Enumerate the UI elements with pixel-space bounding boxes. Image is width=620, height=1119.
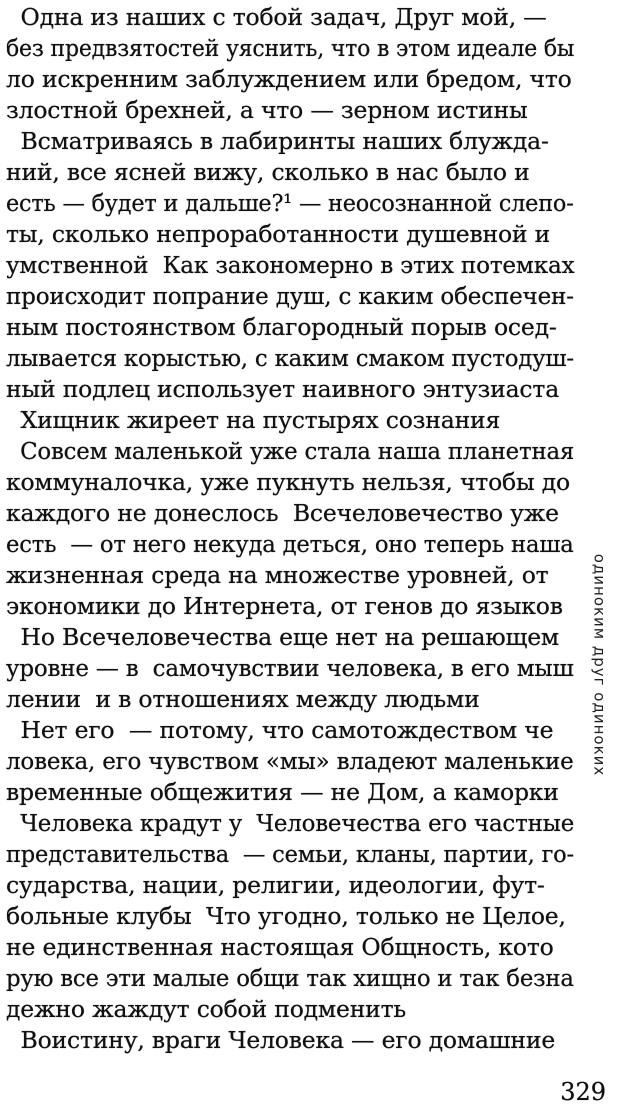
text-line: есть — от него некуда деться, оно теперь наша bbox=[6, 530, 574, 558]
text-line: Но Всечеловечества еще нет на решающем bbox=[6, 623, 559, 651]
text-line: происходит попрание душ, с каким обеспечен- bbox=[6, 282, 574, 310]
text-line: представительства — семьи, кланы, партии, го- bbox=[6, 840, 574, 868]
text-line: Всматриваясь в лабиринты наших блужда- bbox=[6, 127, 549, 155]
text-line: коммуналочка, уже пукнуть нельзя, чтобы до bbox=[6, 468, 570, 496]
text-line: ний, все ясней вижу, сколько в нас было и bbox=[6, 158, 530, 186]
text-line: лении и в отношениях между людьми bbox=[6, 685, 480, 713]
running-header bbox=[582, 540, 616, 790]
text-line: Совсем маленькой уже стала наша планетная bbox=[6, 437, 575, 465]
text-line: дежно жаждут собой подменить bbox=[6, 995, 407, 1023]
text-line: больные клубы Что угодно, только не Целое, bbox=[6, 902, 566, 930]
text-line: ным постоянством благородный порыв осед- bbox=[6, 313, 557, 341]
text-line: временные общежития — не Дом, а каморки bbox=[6, 778, 559, 806]
text-line: рую все эти малые общи так хищно и так безна bbox=[6, 964, 574, 992]
running-header-text: одиноким друг одиноких bbox=[590, 553, 608, 777]
text-line: есть — будет и дальше?¹ — неосознанной слепо- bbox=[6, 189, 574, 217]
text-line: умственной Как закономерно в этих потемках bbox=[6, 251, 575, 279]
text-line: Человека крадут у Человечества его частные bbox=[6, 809, 575, 837]
text-line: злостной брехней, а что — зерном истины bbox=[6, 96, 528, 124]
text-line: уровне — в самочувствии человека, в его мыш bbox=[6, 654, 574, 682]
text-line: Одна из наших с тобой задач, Друг мой, — bbox=[6, 3, 547, 31]
page-number: 329 bbox=[560, 1078, 606, 1106]
text-line: ный подлец использует наивного энтузиаста bbox=[6, 375, 560, 403]
text-line: сударства, нации, религии, идеологии, фут- bbox=[6, 871, 545, 899]
text-line: Воистину, враги Человека — его домашние bbox=[6, 1026, 556, 1054]
text-line: ты, сколько непроработанности душевной и bbox=[6, 220, 551, 248]
text-line: лывается корыстью, с каким смаком пустодуш- bbox=[6, 344, 574, 372]
text-line: ловека, его чувством «мы» владеют маленькие bbox=[6, 747, 574, 775]
text-line: без предвзятостей уяснить, что в этом идеале бы bbox=[6, 34, 575, 62]
text-line: не единственная настоящая Общность, кото bbox=[6, 933, 554, 961]
text-line: каждого не донеслось Всечеловечество уже bbox=[6, 499, 559, 527]
text-line: ло искренним заблуждением или бредом, что bbox=[6, 65, 572, 93]
text-line: экономики до Интернета, от генов до языков bbox=[6, 592, 563, 620]
text-line: Хищник жиреет на пустырях сознания bbox=[6, 406, 501, 434]
text-line: жизненная среда на множестве уровней, от bbox=[6, 561, 549, 589]
text-line: Нет его — потому, что самотождеством че bbox=[6, 716, 554, 744]
